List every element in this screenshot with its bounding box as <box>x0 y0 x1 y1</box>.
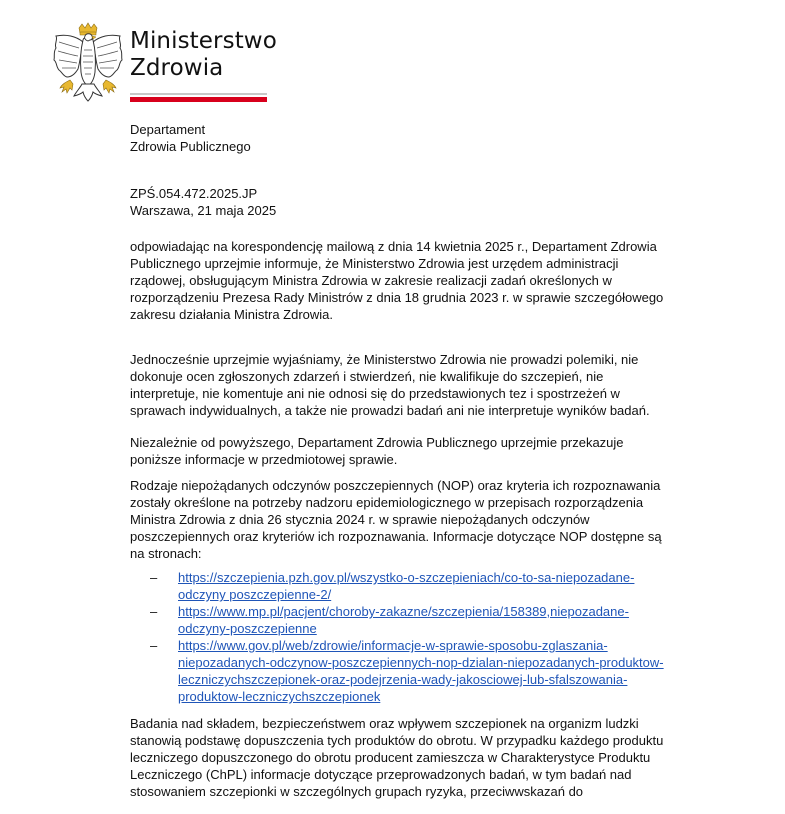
flag-stripe-red <box>130 97 267 102</box>
list-dash: – <box>150 638 158 653</box>
body-paragraph <box>130 477 670 562</box>
flag-stripe-gray <box>130 93 267 95</box>
link-gov-pl[interactable]: https://www.gov.pl/web/zdrowie/informacje-w-sprawie-sposobu-zglaszania-niepozadanych-odczynow-poszczepiennych-nop-dzialan-niepozadanych-produktow-leczniczychszczepionek-oraz-podejrzenia-wady-jakosciowej-lub-sfalszowania-produktow-leczniczychszczepionek <box>178 638 664 704</box>
body-paragraph <box>130 238 670 323</box>
body-paragraph <box>130 351 670 419</box>
body-paragraph <box>130 715 670 800</box>
ministry-name-line1: Ministerstwo <box>130 28 277 54</box>
paragraph-3: Niezależnie od powyższego, Departament Zdrowia Publicznego uprzejmie przekazuje poniższe informacje w przedmiotowej sprawie. <box>130 435 624 467</box>
ministry-name <box>130 28 277 82</box>
place-and-date: Warszawa, 21 maja 2025 <box>130 203 277 218</box>
paragraph-1: odpowiadając na korespondencję mailową z dnia 14 kwietnia 2025 r., Departament Zdrowia Publicznego uprzejmie informuje, że Ministerstwo Zdrowia jest urzędem administracji rządowej, obsługującym Ministra Zdrowia w zakresie realizacji zadań określonych w rozporządzeniu Prezesa Rady Ministrów z dnia 18 grudnia 2023 r. w sprawie szczegółowego zakresu działania Ministra Zdrowia. <box>130 239 664 322</box>
link-mp-pl[interactable]: https://www.mp.pl/pacjent/choroby-zakazne/szczepienia/158389,niepozadane-odczyny-poszczepienne <box>178 604 629 636</box>
nop-link-list <box>150 569 670 705</box>
list-dash: – <box>150 604 158 619</box>
department-block <box>130 121 670 155</box>
list-item <box>150 603 670 637</box>
paragraph-5: Badania nad składem, bezpieczeństwem oraz wpływem szczepionek na organizm ludzki stanowią podstawę dopuszczenia tych produktów do obrotu. W przypadku każdego produktu leczniczego dopuszczonego do obrotu producent zamieszcza w Charakterystyce Produktu Leczniczego (ChPL) informacje dotyczące przeprowadzonych badań, w tym badań nad stosowaniem szczepionki w szczególnych grupach ryzyka, przeciwwskazań do <box>130 716 664 799</box>
list-item <box>150 637 670 705</box>
department-line2: Zdrowia Publicznego <box>130 139 251 154</box>
paragraph-2: Jednocześnie uprzejmie wyjaśniamy, że Ministerstwo Zdrowia nie prowadzi polemiki, nie dokonuje ocen zgłoszonych zdarzeń i stwierdzeń, nie kwalifikuje do szczepień, nie interpretuje, nie komentuje ani nie odnosi się do przedstawionych tez i spostrzeżeń w sprawach indywidualnych, a także nie prowadzi badań ani nie interpretuje wyników badań. <box>130 352 650 418</box>
body-paragraph <box>130 434 670 468</box>
department-line1: Departament <box>130 122 206 137</box>
white-eagle-emblem-icon <box>50 22 126 104</box>
reference-block <box>130 185 670 219</box>
paragraph-4: Rodzaje niepożądanych odczynów poszczepiennych (NOP) oraz kryteria ich rozpoznawania zostały określone na potrzeby nadzoru epidemiologicznego w przepisach rozporządzenia Ministra Zdrowia z dnia 26 stycznia 2024 r. w sprawie niepożądanych odczynów poszczepiennych oraz kryteriów ich rozpoznawania. Informacje dotyczące NOP dostępne są na stronach: <box>130 478 662 561</box>
list-dash: – <box>150 570 158 585</box>
ministry-name-line2: Zdrowia <box>130 55 224 81</box>
link-szczepienia-pzh[interactable]: https://szczepienia.pzh.gov.pl/wszystko-o-szczepieniach/co-to-sa-niepozadane-odczyny poszczepienne-2/ <box>178 570 635 602</box>
list-item <box>150 569 670 603</box>
reference-number: ZPŚ.054.472.2025.JP <box>130 186 258 201</box>
